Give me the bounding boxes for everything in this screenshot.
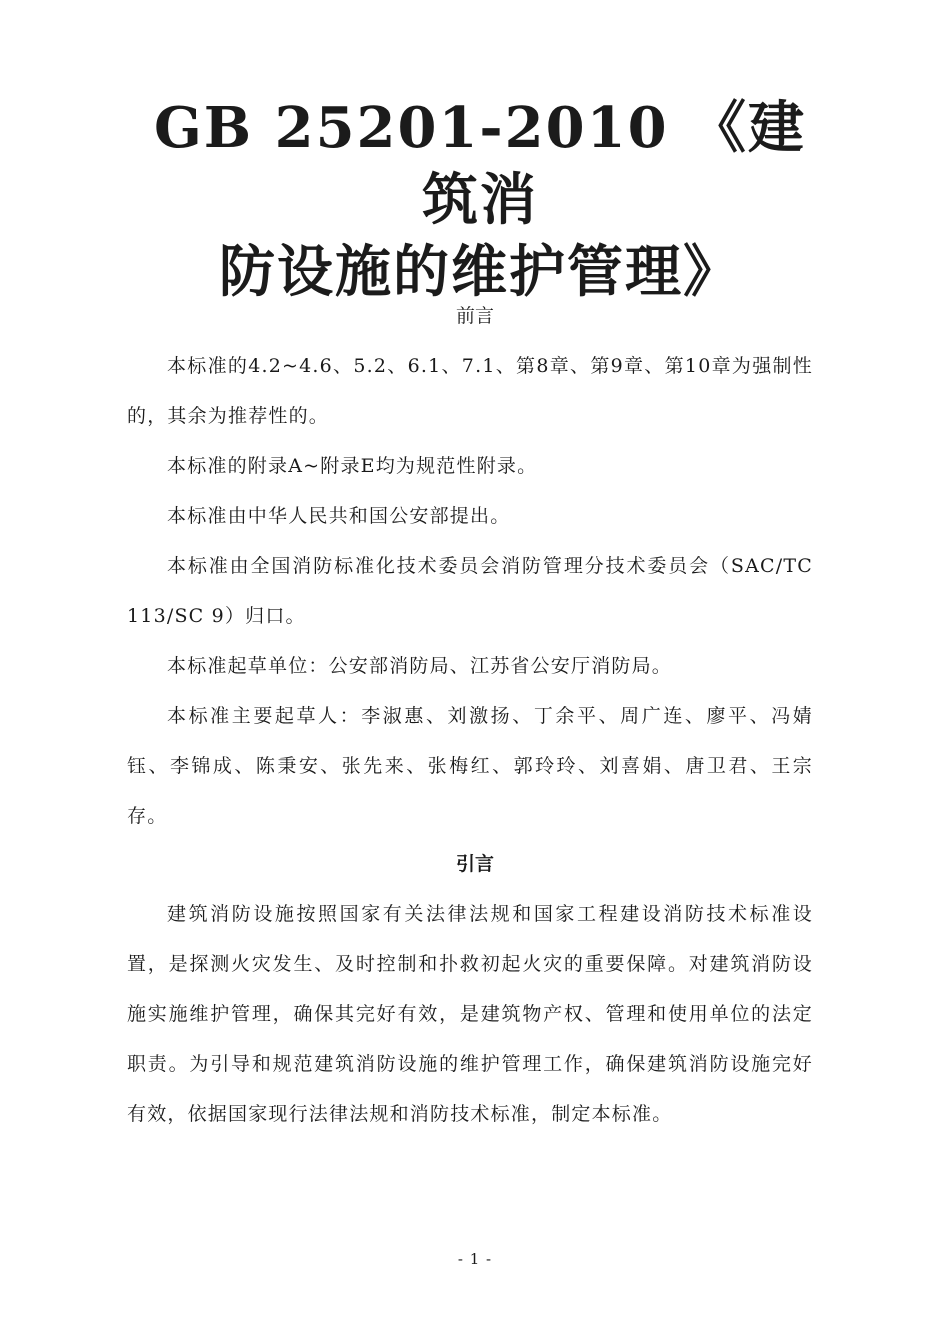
page-number: - 1 - (457, 1250, 493, 1268)
foreword-paragraph: 本标准由全国消防标准化技术委员会消防管理分技术委员会（SAC/TC 113/SC 9）归口。 (127, 555, 813, 627)
foreword-paragraph: 本标准的附录A~附录E均为规范性附录。 (167, 455, 538, 477)
introduction-body (127, 889, 813, 1139)
foreword-paragraph: 本标准由中华人民共和国公安部提出。 (167, 505, 511, 527)
document-title-line-2: 防设施的维护管理》 (219, 239, 741, 305)
foreword-paragraph: 本标准主要起草人：李淑惠、刘激扬、丁余平、周广连、廖平、冯婧钰、李锦成、陈秉安、张先来、张梅红、郭玲玲、刘喜娟、唐卫君、王宗存。 (127, 705, 813, 827)
document-title-line-1: GB 25201-2010 《建筑消 (153, 95, 807, 233)
foreword-heading: 前言 (455, 305, 494, 327)
introduction-heading: 引言 (455, 853, 494, 875)
foreword-paragraph: 本标准起草单位：公安部消防局、江苏省公安厅消防局。 (167, 655, 673, 677)
document-title (130, 92, 830, 308)
introduction-paragraph: 建筑消防设施按照国家有关法律法规和国家工程建设消防技术标准设置，是探测火灾发生、及时控制和扑救初起火灾的重要保障。对建筑消防设施实施维护管理，确保其完好有效，是建筑物产权、管理和使用单位的法定职责。为引导和规范建筑消防设施的维护管理工作，确保建筑消防设施完好有效，依据国家现行法律法规和消防技术标准，制定本标准。 (127, 903, 813, 1125)
foreword-body (127, 341, 813, 841)
foreword-paragraph: 本标准的4.2~4.6、5.2、6.1、7.1、第8章、第9章、第10章为强制性的，其余为推荐性的。 (127, 355, 813, 427)
